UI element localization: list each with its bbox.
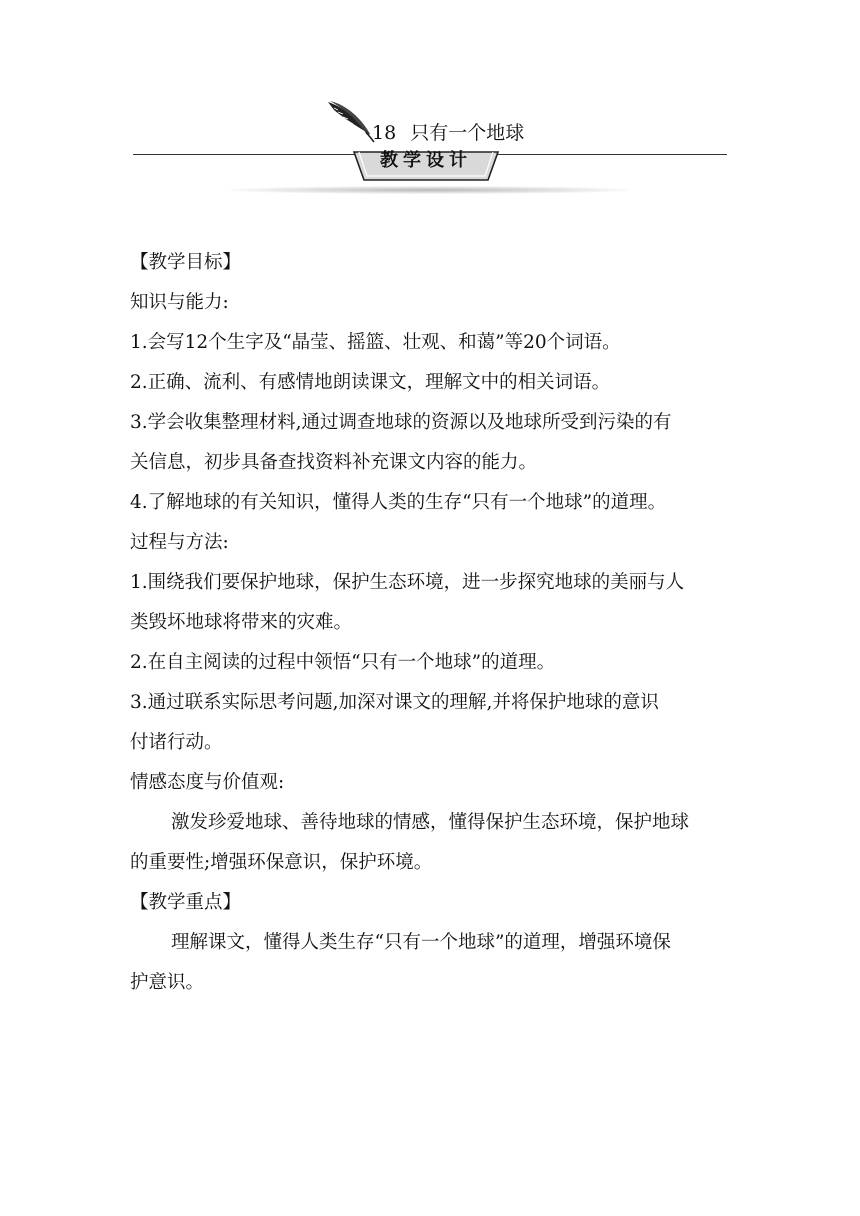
lesson-title [372,121,524,145]
text-line: 护意识。 [130,972,205,993]
lesson-name: 只有一个地球 [410,122,525,144]
feather-quill-icon [326,98,376,144]
text-line: 理解课文，懂得人类生存“只有一个地球”的道理，增强环境保 [171,932,671,953]
header-shadow [230,186,630,194]
lesson-number: 18 [372,122,397,144]
text-line: 关信息，初步具备查找资料补充课文内容的能力。 [130,452,538,473]
text-line: 3.学会收集整理材料,通过调查地球的资源以及地球所受到污染的有 [130,412,672,433]
text-line: 类毁坏地球将带来的灾难。 [130,612,353,633]
text-line: 1.围绕我们要保护地球，保护生态环境，进一步探究地球的美丽与人 [130,572,685,593]
banner-label: 教学设计 [380,150,472,171]
subheading-attitude: 情感态度与价值观: [130,772,285,793]
text-line: 付诸行动。 [130,732,223,753]
subheading-process: 过程与方法: [130,532,229,553]
document-body [130,243,734,1003]
text-line: 2.正确、流利、有感情地朗读课文，理解文中的相关词语。 [130,372,611,393]
text-line: 1.会写12个生字及“晶莹、摇篮、壮观、和蔼”等20个词语。 [130,332,621,353]
text-line: 激发珍爱地球、善待地球的情感，懂得保护生态环境，保护地球 [171,812,690,833]
text-line: 4.了解地球的有关知识，懂得人类的生存“只有一个地球”的道理。 [130,492,667,513]
text-line: 的重要性;增强环保意识，保护环境。 [130,852,433,873]
page-header [0,0,860,200]
section-heading-focus: 【教学重点】 [130,892,242,913]
section-heading-objectives: 【教学目标】 [130,252,242,273]
text-line: 3.通过联系实际思考问题,加深对课文的理解,并将保护地球的意识 [130,692,659,713]
subheading-knowledge: 知识与能力: [130,292,229,313]
text-line: 2.在自主阅读的过程中领悟“只有一个地球”的道理。 [130,652,556,673]
